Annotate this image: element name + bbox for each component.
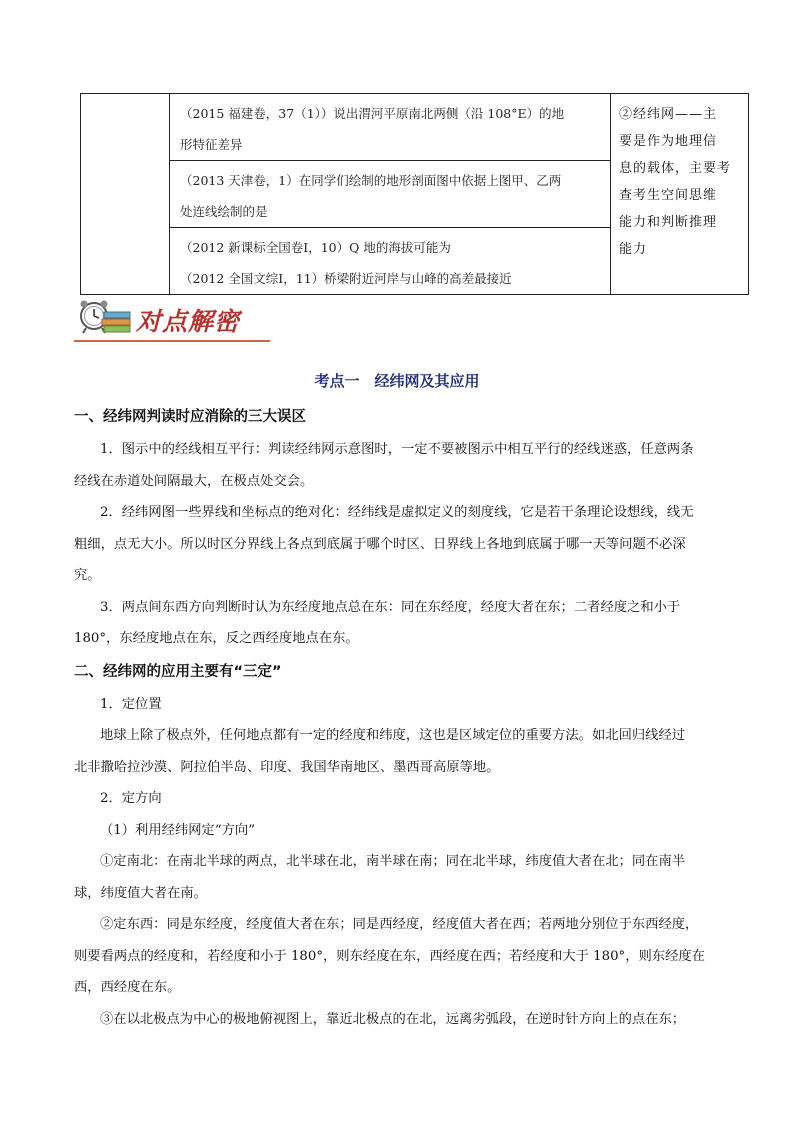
paragraph bbox=[74, 909, 720, 1004]
side-note-line: 能力 bbox=[619, 242, 648, 257]
paragraph-line: ③在以北极点为中心的极地俯视图上，靠近北极点的在北，远离劣弧段，在逆时针方向上的点在东； bbox=[100, 1011, 686, 1027]
paragraph-line: 地球上除了极点外，任何地点都有一定的经度和纬度，这也是区域定位的重要方法。如北回归线经过 bbox=[100, 728, 686, 743]
table-row-line: （2013 天津卷，1）在同学们绘制的地形剖面图中依据上图甲、乙两 bbox=[180, 173, 562, 188]
paragraph-line: 2．经纬网图一些界线和坐标点的绝对化：经纬线是虚拟定义的刻度线，它是若干条理论设想线，线无 bbox=[100, 505, 694, 520]
table-row bbox=[170, 228, 611, 295]
side-note bbox=[611, 94, 749, 295]
section-heading: 一、经纬网判读时应消除的三大误区 bbox=[74, 409, 306, 425]
side-note-line: ②经纬网——主 bbox=[619, 107, 718, 122]
paragraph-line: ②定东西：同是东经度，经度值大者在东；同是西经度，经度值大者在西；若两地分别位于东西经度， bbox=[100, 917, 699, 932]
paragraph-line: 则要看两点的经度和，若经度和小于 180°，则东经度在东，西经度在西；若经度和大于 180°，则东经度在 bbox=[74, 948, 705, 964]
subheading-text: 2．定方向 bbox=[100, 791, 162, 806]
table-row-line: 处连线绘制的是 bbox=[180, 204, 268, 219]
paragraph bbox=[74, 846, 720, 909]
section-banner bbox=[74, 296, 270, 344]
table-empty-cell bbox=[81, 94, 170, 295]
paragraph-line: ①定南北：在南北半球的两点，北半球在北，南半球在南；同在北半球，纬度值大者在北；同在南半 bbox=[100, 854, 686, 869]
paragraph-line: 究。 bbox=[74, 568, 101, 583]
paragraph-line: 西，西经度在东。 bbox=[74, 980, 181, 995]
paragraph-line: 北非撒哈拉沙漠、阿拉伯半岛、印度、我国华南地区、墨西哥高原等地。 bbox=[74, 759, 500, 775]
table-row-line: （2012 新课标全国卷Ⅰ，10）Q 地的海拔可能为 bbox=[180, 240, 451, 255]
side-note-line: 能力和判断推理 bbox=[619, 215, 718, 230]
table-row bbox=[170, 94, 611, 161]
subheading bbox=[74, 815, 720, 847]
exam-question-table bbox=[80, 93, 749, 295]
section-heading: 二、经纬网的应用主要有“三定” bbox=[74, 663, 282, 680]
table-row bbox=[170, 161, 611, 228]
paragraph-line: 球，纬度值大者在南。 bbox=[74, 885, 207, 901]
paragraph bbox=[74, 1004, 720, 1036]
subheading-text: （1）利用经纬网定“方向” bbox=[100, 822, 256, 838]
table-row-line: （2012 全国文综Ⅰ，11）桥梁附近河岸与山峰的高差最接近 bbox=[180, 271, 512, 286]
paragraph-line: 180°，东经度地点在东，反之西经度地点在东。 bbox=[74, 631, 359, 646]
table-row-line: （2015 福建卷，37（1））说出渭河平原南北两侧（沿 108°E）的地 bbox=[180, 106, 565, 121]
paragraph-line: 1．图示中的经线相互平行：判读经纬网示意图时，一定不要被图示中相互平行的经线迷惑，任意两条 bbox=[100, 442, 694, 457]
paragraph bbox=[74, 497, 720, 592]
paragraph-line: 3．两点间东西方向判断时认为东经度地点总在东：同在东经度，经度大者在东；二者经度之和小于 bbox=[100, 599, 681, 615]
banner-title: 对点解密 bbox=[136, 307, 241, 336]
subheading-text: 1．定位置 bbox=[100, 696, 162, 712]
document-body bbox=[74, 400, 720, 1035]
banner-underline bbox=[74, 340, 270, 342]
topic-title: 考点一 经纬网及其应用 bbox=[314, 372, 480, 390]
paragraph-line: 经线在赤道处间隔最大，在极点处交会。 bbox=[74, 473, 314, 489]
paragraph bbox=[74, 592, 720, 655]
subheading bbox=[74, 783, 720, 815]
side-note-line: 查考生空间思维 bbox=[619, 188, 718, 203]
paragraph bbox=[74, 434, 720, 497]
side-note-line: 息的载体，主要考 bbox=[619, 161, 732, 176]
alarm-clock-books-icon bbox=[74, 298, 132, 338]
paragraph bbox=[74, 720, 720, 783]
subheading bbox=[74, 689, 720, 721]
table-row-line: 形特征差异 bbox=[180, 137, 243, 152]
side-note-line: 要是作为地理信 bbox=[619, 134, 718, 149]
paragraph-line: 粗细，点无大小。所以时区分界线上各点到底属于哪个时区、日界线上各地到底属于哪一天等问题不必深 bbox=[74, 536, 686, 552]
